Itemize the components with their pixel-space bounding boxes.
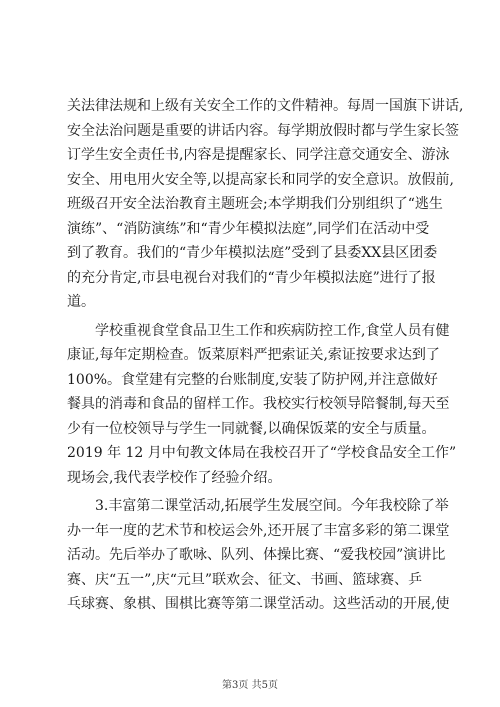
text-line: 到了教育。我们的“青少年模拟法庭”受到了县委XX县区团委 xyxy=(67,245,438,261)
text-line: 现场会,我代表学校作了经验介绍。 xyxy=(67,469,282,486)
page-number-footer: 第3页 共5页 xyxy=(222,680,278,691)
text-line: 100%。食堂建有完整的台账制度,安装了防护网,并注意做好 xyxy=(67,371,438,388)
text-line: 乓球赛、象棋、围棋比赛等第二课堂活动。这些活动的开展,使 xyxy=(67,596,450,612)
text-line: 道。 xyxy=(67,294,95,310)
text-line: 餐具的消毒和食品的留样工作。我校实行校领导陪餐制,每天至 xyxy=(67,396,450,412)
text-line: 关法律法规和上级有关安全工作的文件精神。每周一国旗下讲话, xyxy=(67,98,464,114)
text-line: 康证,每年定期检查。饭菜原料严把索证关,索证按要求达到了 xyxy=(67,347,440,363)
text-line: 3.丰富第二课堂活动,拓展学生发展空间。今年我校除了举 xyxy=(95,498,449,514)
document-body xyxy=(67,94,464,617)
paragraph-second-classroom xyxy=(67,494,450,617)
text-line: 的充分肯定,市县电视台对我们的“青少年模拟法庭”进行了报 xyxy=(67,269,436,286)
text-line: 少有一位校领导与学生一同就餐,以确保饭菜的安全与质量。 xyxy=(67,420,436,437)
text-line: 演练”、“消防演练”和“青少年模拟法庭”,同学们在活动中受 xyxy=(67,220,430,237)
text-line: 安全法治问题是重要的讲话内容。每学期放假时都与学生家长签 xyxy=(67,122,459,139)
text-line: 订学生安全责任书,内容是提醒家长、同学注意交通安全、游泳 xyxy=(67,147,450,163)
text-line: 学校重视食堂食品卫生工作和疾病防控工作,食堂人员有健 xyxy=(95,322,450,339)
paragraph-safety-education xyxy=(67,94,464,315)
text-line: 赛、庆“五一”,庆“元旦”联欢会、征文、书画、篮球赛、乒 xyxy=(67,571,423,588)
paragraph-food-safety xyxy=(67,319,457,491)
text-line: 安全、用电用火安全等,以提高家长和同学的安全意识。放假前, xyxy=(67,171,454,188)
text-line: 活动。先后举办了歌咏、队列、体操比赛、“爱我校园”演讲比 xyxy=(67,547,446,563)
text-line: 2019 年 12 月中旬教文体局在我校召开了“学校食品安全工作” xyxy=(67,445,457,461)
text-line: 班级召开安全法治教育主题班会;本学期我们分别组织了“逃生 xyxy=(67,196,443,212)
text-line: 办一年一度的艺术节和校运会外,还开展了丰富多彩的第二课堂 xyxy=(67,522,450,539)
